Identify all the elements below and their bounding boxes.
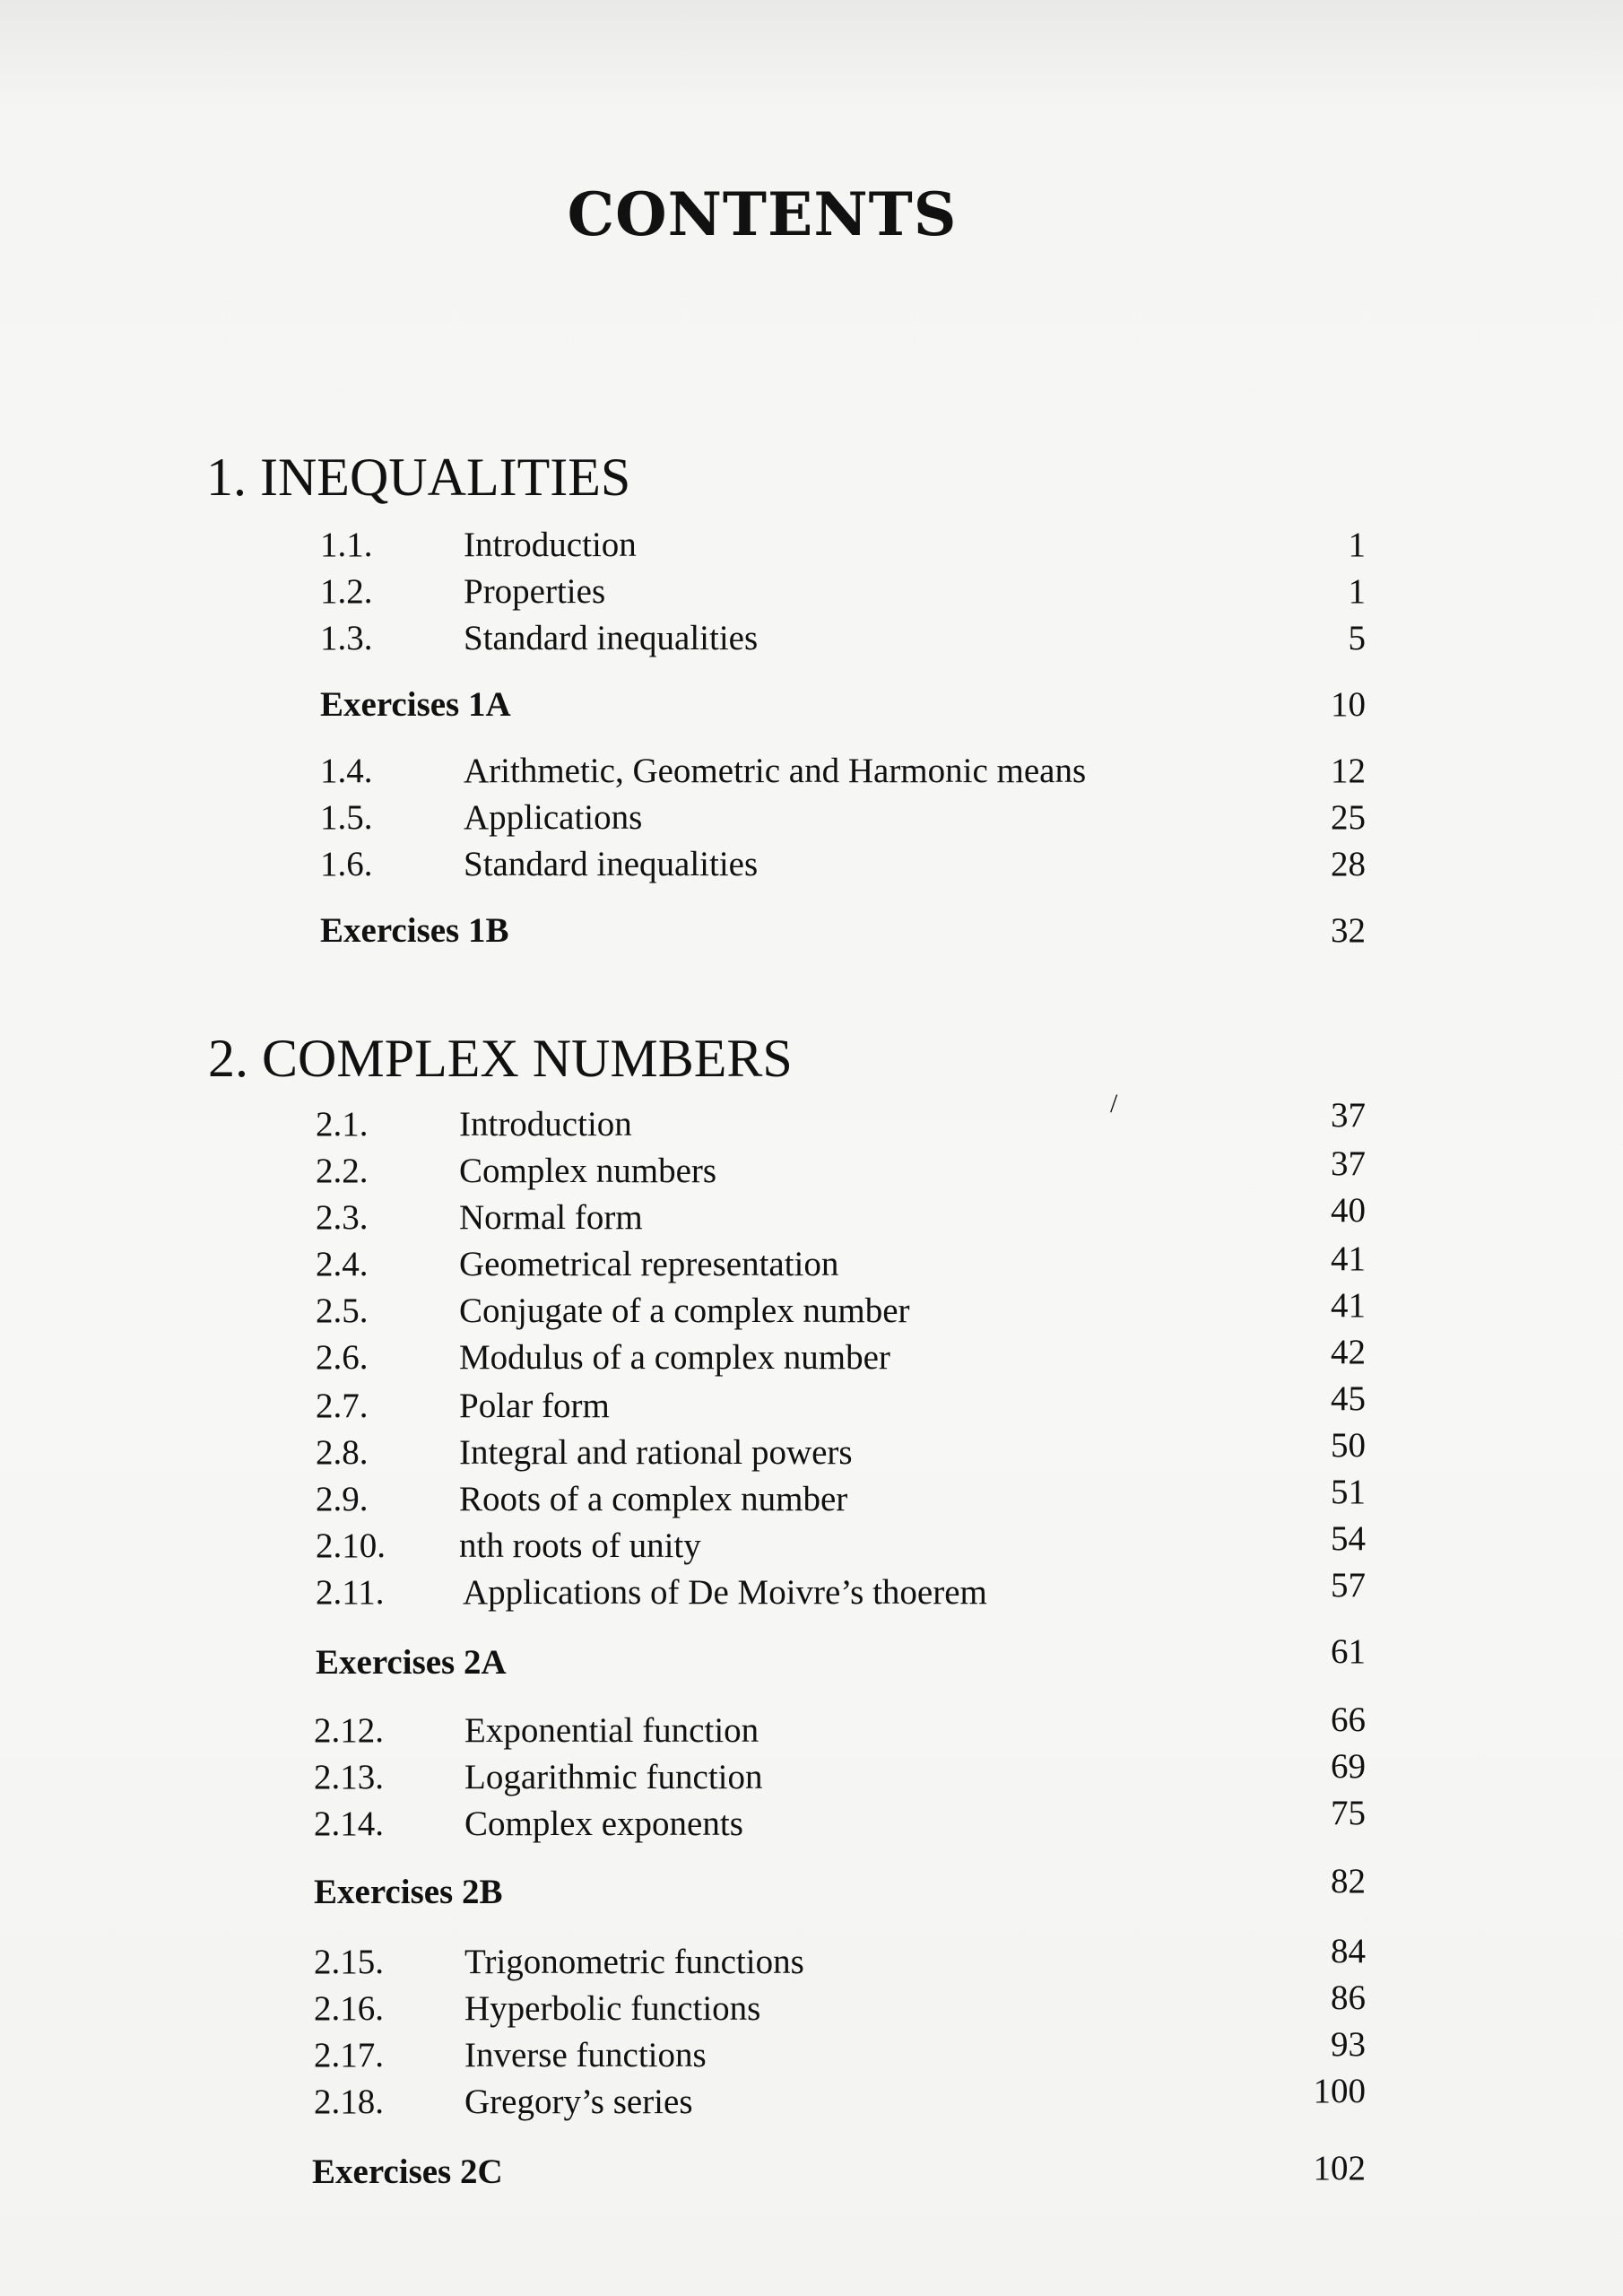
exercises-title: Exercises 2C (312, 2152, 503, 2191)
page-number: 75 (1331, 1794, 1366, 1832)
section-number: 2.12. (314, 1711, 384, 1750)
section-number: 2.9. (316, 1480, 369, 1518)
page-number: 12 (1331, 752, 1366, 790)
section-title: Introduction (459, 1105, 632, 1144)
section-number: 2.2. (316, 1152, 369, 1190)
chapter-heading: 2. COMPLEX NUMBERS (208, 1029, 793, 1088)
section-number: 1.2. (320, 572, 373, 611)
section-title: Applications (464, 798, 643, 837)
section-number: 1.3. (320, 619, 373, 657)
page-number: 32 (1331, 911, 1366, 950)
section-title: nth roots of unity (459, 1526, 701, 1565)
page-number: 28 (1331, 845, 1366, 883)
page-title: CONTENTS (567, 179, 958, 249)
section-title: Exponential function (464, 1711, 759, 1750)
section-title: Trigonometric functions (464, 1943, 804, 1981)
page-number: 86 (1331, 1979, 1366, 2017)
section-title: Complex exponents (464, 1805, 743, 1843)
section-number: 2.16. (314, 1989, 384, 2028)
section-number: 1.1. (320, 526, 373, 564)
page-number: 51 (1331, 1473, 1366, 1511)
section-title: Polar form (459, 1387, 610, 1425)
section-number: 2.7. (316, 1387, 369, 1425)
exercises-title: Exercises 2A (316, 1643, 507, 1682)
page-number: 54 (1331, 1519, 1366, 1558)
page-number: 5 (1348, 619, 1366, 657)
page-number: 57 (1331, 1566, 1366, 1605)
section-title: Complex numbers (459, 1152, 717, 1190)
section-title: Hyperbolic functions (464, 1989, 761, 2028)
section-title: Gregory’s series (464, 2083, 693, 2121)
section-title: Logarithmic function (464, 1758, 763, 1796)
section-number: 2.6. (316, 1338, 369, 1377)
exercises-title: Exercises 1A (320, 685, 511, 724)
page-number: 82 (1331, 1862, 1366, 1900)
section-number: 1.4. (320, 752, 373, 790)
section-number: 2.1. (316, 1105, 369, 1144)
section-number: 2.11. (316, 1573, 385, 1612)
section-number: 1.6. (320, 845, 373, 883)
page-number: 41 (1331, 1286, 1366, 1325)
section-number: 1.5. (320, 798, 373, 837)
section-number: 2.8. (316, 1433, 369, 1472)
section-title: Applications of De Moivre’s thoerem (463, 1573, 987, 1612)
section-title: Normal form (459, 1198, 643, 1237)
page-number: 37 (1331, 1144, 1366, 1183)
page-number: 66 (1331, 1700, 1366, 1739)
exercises-title: Exercises 1B (320, 911, 509, 950)
section-title: Modulus of a complex number (459, 1338, 890, 1377)
section-number: 2.13. (314, 1758, 384, 1796)
page-number: 42 (1331, 1333, 1366, 1371)
section-number: 2.3. (316, 1198, 369, 1237)
page-number: 40 (1331, 1191, 1366, 1230)
section-title: Inverse functions (464, 2036, 707, 2074)
page-number: 10 (1331, 685, 1366, 724)
margin-mark: / (1110, 1089, 1118, 1118)
page-number: 45 (1331, 1379, 1366, 1418)
page-number: 1 (1348, 572, 1366, 611)
section-title: Standard inequalities (464, 845, 759, 883)
section-number: 2.15. (314, 1943, 384, 1981)
section-title: Standard inequalities (464, 619, 759, 657)
page-number: 37 (1331, 1096, 1366, 1135)
section-number: 2.18. (314, 2083, 384, 2121)
page-number: 41 (1331, 1239, 1366, 1278)
section-title: Roots of a complex number (459, 1480, 848, 1518)
page-number: 25 (1331, 798, 1366, 837)
exercises-title: Exercises 2B (314, 1873, 503, 1911)
section-number: 2.14. (314, 1805, 384, 1843)
section-title: Geometrical representation (459, 1245, 839, 1283)
section-number: 2.4. (316, 1245, 369, 1283)
section-title: Conjugate of a complex number (459, 1292, 910, 1330)
chapter-heading: 1. INEQUALITIES (206, 448, 631, 507)
section-number: 2.17. (314, 2036, 384, 2074)
section-number: 2.5. (316, 1292, 369, 1330)
section-title: Integral and rational powers (459, 1433, 853, 1472)
page-number: 1 (1348, 526, 1366, 564)
page-number: 50 (1331, 1426, 1366, 1465)
page-number: 61 (1331, 1632, 1366, 1671)
section-title: Arithmetic, Geometric and Harmonic means (464, 752, 1087, 790)
page-number: 69 (1331, 1747, 1366, 1786)
page-number: 84 (1331, 1932, 1366, 1970)
section-title: Introduction (464, 526, 637, 564)
section-number: 2.10. (316, 1526, 386, 1565)
page-number: 102 (1313, 2149, 1366, 2187)
page-number: 93 (1331, 2025, 1366, 2064)
section-title: Properties (464, 572, 606, 611)
page-number: 100 (1313, 2072, 1366, 2110)
